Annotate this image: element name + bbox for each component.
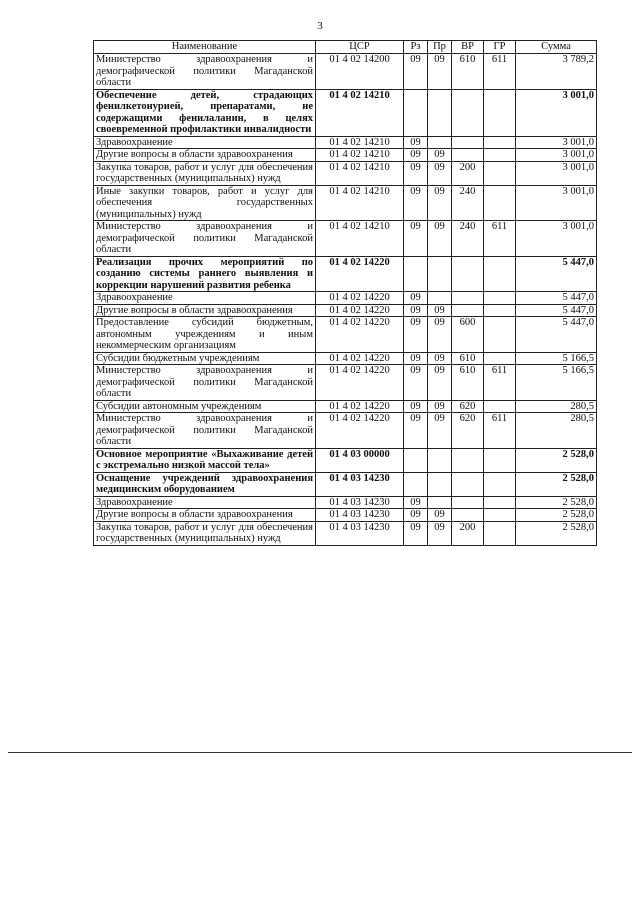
cell-csr: 01 4 02 14220 <box>316 413 404 449</box>
cell-gr <box>484 509 516 522</box>
cell-csr: 01 4 03 14230 <box>316 521 404 545</box>
cell-pr: 09 <box>428 149 452 162</box>
cell-name: Министерство здравоохранения и демографической политики Магаданской области <box>94 54 316 90</box>
cell-gr <box>484 185 516 221</box>
cell-name: Закупка товаров, работ и услуг для обеспечения государственных (муниципальных) нужд <box>94 521 316 545</box>
cell-vr <box>452 136 484 149</box>
cell-name: Министерство здравоохранения и демографической политики Магаданской области <box>94 365 316 401</box>
cell-vr <box>452 149 484 162</box>
cell-rz <box>404 472 428 496</box>
cell-gr <box>484 292 516 305</box>
cell-vr: 620 <box>452 413 484 449</box>
cell-vr: 600 <box>452 317 484 353</box>
cell-pr <box>428 472 452 496</box>
table-row <box>94 304 597 317</box>
cell-name: Предоставление субсидий бюджетным, автономным учреждениям и иным некоммерческим организациям <box>94 317 316 353</box>
cell-csr: 01 4 02 14200 <box>316 54 404 90</box>
cell-vr: 610 <box>452 54 484 90</box>
cell-gr <box>484 352 516 365</box>
cell-name: Основное мероприятие «Выхаживание детей с экстремально низкой массой тела» <box>94 448 316 472</box>
cell-name: Субсидии автономным учреждениям <box>94 400 316 413</box>
cell-name: Обеспечение детей, страдающих фенилкетонурией, препаратами, не содержащими фенилаланин, в целях своевременной профилактики инвалидности <box>94 89 316 136</box>
header-row <box>94 41 597 54</box>
cell-pr: 09 <box>428 413 452 449</box>
cell-pr: 09 <box>428 161 452 185</box>
cell-vr <box>452 472 484 496</box>
cell-name: Другие вопросы в области здравоохранения <box>94 304 316 317</box>
cell-name: Министерство здравоохранения и демографической политики Магаданской области <box>94 221 316 257</box>
table-row <box>94 185 597 221</box>
table-body <box>94 54 597 546</box>
header-vr: ВР <box>452 41 484 54</box>
cell-rz <box>404 448 428 472</box>
cell-name: Здравоохранение <box>94 496 316 509</box>
cell-sum: 2 528,0 <box>516 448 597 472</box>
cell-gr <box>484 161 516 185</box>
cell-pr: 09 <box>428 521 452 545</box>
cell-csr: 01 4 02 14220 <box>316 365 404 401</box>
cell-name: Закупка товаров, работ и услуг для обеспечения государственных (муниципальных) нужд <box>94 161 316 185</box>
cell-csr: 01 4 02 14210 <box>316 89 404 136</box>
cell-gr <box>484 304 516 317</box>
cell-sum: 3 001,0 <box>516 136 597 149</box>
table-row <box>94 472 597 496</box>
cell-pr: 09 <box>428 400 452 413</box>
cell-gr <box>484 496 516 509</box>
table-row <box>94 509 597 522</box>
cell-gr <box>484 448 516 472</box>
cell-csr: 01 4 03 14230 <box>316 472 404 496</box>
cell-rz <box>404 256 428 292</box>
cell-sum: 3 001,0 <box>516 185 597 221</box>
cell-sum: 2 528,0 <box>516 472 597 496</box>
cell-rz: 09 <box>404 149 428 162</box>
cell-csr: 01 4 02 14220 <box>316 317 404 353</box>
table-row <box>94 89 597 136</box>
table-row <box>94 521 597 545</box>
cell-pr: 09 <box>428 317 452 353</box>
table-row <box>94 136 597 149</box>
cell-gr <box>484 472 516 496</box>
cell-rz: 09 <box>404 54 428 90</box>
cell-vr <box>452 496 484 509</box>
cell-gr: 611 <box>484 221 516 257</box>
table-row <box>94 413 597 449</box>
page-number: 3 <box>317 20 323 32</box>
cell-sum: 5 166,5 <box>516 365 597 401</box>
header-gr: ГР <box>484 41 516 54</box>
table-row <box>94 400 597 413</box>
cell-vr <box>452 509 484 522</box>
table-row <box>94 149 597 162</box>
cell-pr: 09 <box>428 509 452 522</box>
cell-csr: 01 4 02 14210 <box>316 161 404 185</box>
cell-sum: 280,5 <box>516 400 597 413</box>
cell-sum: 5 447,0 <box>516 304 597 317</box>
cell-vr <box>452 256 484 292</box>
table-row <box>94 365 597 401</box>
cell-rz: 09 <box>404 521 428 545</box>
cell-vr: 610 <box>452 352 484 365</box>
cell-name: Реализация прочих мероприятий по созданию системы раннего выявления и коррекции нарушений развития ребенка <box>94 256 316 292</box>
cell-vr: 200 <box>452 521 484 545</box>
cell-vr <box>452 304 484 317</box>
cell-pr <box>428 136 452 149</box>
cell-name: Оснащение учреждений здравоохранения медицинским оборудованием <box>94 472 316 496</box>
cell-csr: 01 4 02 14220 <box>316 304 404 317</box>
cell-pr: 09 <box>428 352 452 365</box>
cell-name: Здравоохранение <box>94 292 316 305</box>
table-row <box>94 496 597 509</box>
cell-sum: 5 447,0 <box>516 256 597 292</box>
cell-csr: 01 4 02 14220 <box>316 292 404 305</box>
cell-sum: 280,5 <box>516 413 597 449</box>
header-pr: Пр <box>428 41 452 54</box>
cell-csr: 01 4 02 14210 <box>316 136 404 149</box>
table-row <box>94 161 597 185</box>
cell-name: Иные закупки товаров, работ и услуг для обеспечения государственных (муниципальных) нужд <box>94 185 316 221</box>
cell-gr <box>484 256 516 292</box>
table-row <box>94 54 597 90</box>
table-row <box>94 317 597 353</box>
cell-vr: 200 <box>452 161 484 185</box>
cell-rz: 09 <box>404 496 428 509</box>
cell-sum: 2 528,0 <box>516 496 597 509</box>
cell-csr: 01 4 02 14220 <box>316 400 404 413</box>
cell-csr: 01 4 03 00000 <box>316 448 404 472</box>
cell-gr: 611 <box>484 54 516 90</box>
cell-vr <box>452 292 484 305</box>
cell-gr <box>484 89 516 136</box>
cell-csr: 01 4 02 14210 <box>316 221 404 257</box>
cell-csr: 01 4 02 14210 <box>316 149 404 162</box>
cell-name: Другие вопросы в области здравоохранения <box>94 149 316 162</box>
budget-table <box>93 40 597 546</box>
cell-pr <box>428 256 452 292</box>
table-row <box>94 256 597 292</box>
cell-sum: 2 528,0 <box>516 509 597 522</box>
cell-sum: 3 001,0 <box>516 161 597 185</box>
cell-vr: 240 <box>452 221 484 257</box>
cell-rz: 09 <box>404 292 428 305</box>
cell-rz <box>404 89 428 136</box>
cell-pr: 09 <box>428 365 452 401</box>
cell-gr: 611 <box>484 413 516 449</box>
cell-gr: 611 <box>484 365 516 401</box>
cell-gr <box>484 521 516 545</box>
cell-rz: 09 <box>404 400 428 413</box>
cell-rz: 09 <box>404 185 428 221</box>
cell-gr <box>484 400 516 413</box>
cell-name: Субсидии бюджетным учреждениям <box>94 352 316 365</box>
cell-csr: 01 4 02 14210 <box>316 185 404 221</box>
table-row <box>94 292 597 305</box>
cell-pr: 09 <box>428 304 452 317</box>
cell-gr <box>484 136 516 149</box>
cell-gr <box>484 317 516 353</box>
cell-rz: 09 <box>404 161 428 185</box>
cell-rz: 09 <box>404 413 428 449</box>
cell-sum: 3 001,0 <box>516 149 597 162</box>
cell-vr: 240 <box>452 185 484 221</box>
cell-sum: 3 001,0 <box>516 89 597 136</box>
cell-gr <box>484 149 516 162</box>
table-row <box>94 448 597 472</box>
cell-vr: 610 <box>452 365 484 401</box>
cell-sum: 3 001,0 <box>516 221 597 257</box>
cell-csr: 01 4 03 14230 <box>316 509 404 522</box>
cell-csr: 01 4 02 14220 <box>316 256 404 292</box>
cell-pr <box>428 89 452 136</box>
page-divider-line <box>8 752 632 753</box>
cell-rz: 09 <box>404 136 428 149</box>
cell-name: Здравоохранение <box>94 136 316 149</box>
cell-sum: 5 166,5 <box>516 352 597 365</box>
table-row <box>94 221 597 257</box>
cell-pr: 09 <box>428 221 452 257</box>
header-rz: Рз <box>404 41 428 54</box>
table-row <box>94 352 597 365</box>
header-csr: ЦСР <box>316 41 404 54</box>
cell-vr: 620 <box>452 400 484 413</box>
cell-pr <box>428 448 452 472</box>
cell-pr: 09 <box>428 185 452 221</box>
cell-sum: 5 447,0 <box>516 292 597 305</box>
cell-name: Министерство здравоохранения и демографической политики Магаданской области <box>94 413 316 449</box>
cell-csr: 01 4 03 14230 <box>316 496 404 509</box>
cell-name: Другие вопросы в области здравоохранения <box>94 509 316 522</box>
cell-sum: 2 528,0 <box>516 521 597 545</box>
header-sum: Сумма <box>516 41 597 54</box>
cell-rz: 09 <box>404 304 428 317</box>
cell-pr: 09 <box>428 54 452 90</box>
cell-vr <box>452 448 484 472</box>
cell-pr <box>428 292 452 305</box>
cell-rz: 09 <box>404 221 428 257</box>
cell-csr: 01 4 02 14220 <box>316 352 404 365</box>
header-name: Наименование <box>94 41 316 54</box>
cell-sum: 3 789,2 <box>516 54 597 90</box>
cell-rz: 09 <box>404 509 428 522</box>
cell-rz: 09 <box>404 352 428 365</box>
cell-rz: 09 <box>404 365 428 401</box>
cell-vr <box>452 89 484 136</box>
cell-rz: 09 <box>404 317 428 353</box>
cell-sum: 5 447,0 <box>516 317 597 353</box>
table-header <box>94 41 597 54</box>
cell-pr <box>428 496 452 509</box>
